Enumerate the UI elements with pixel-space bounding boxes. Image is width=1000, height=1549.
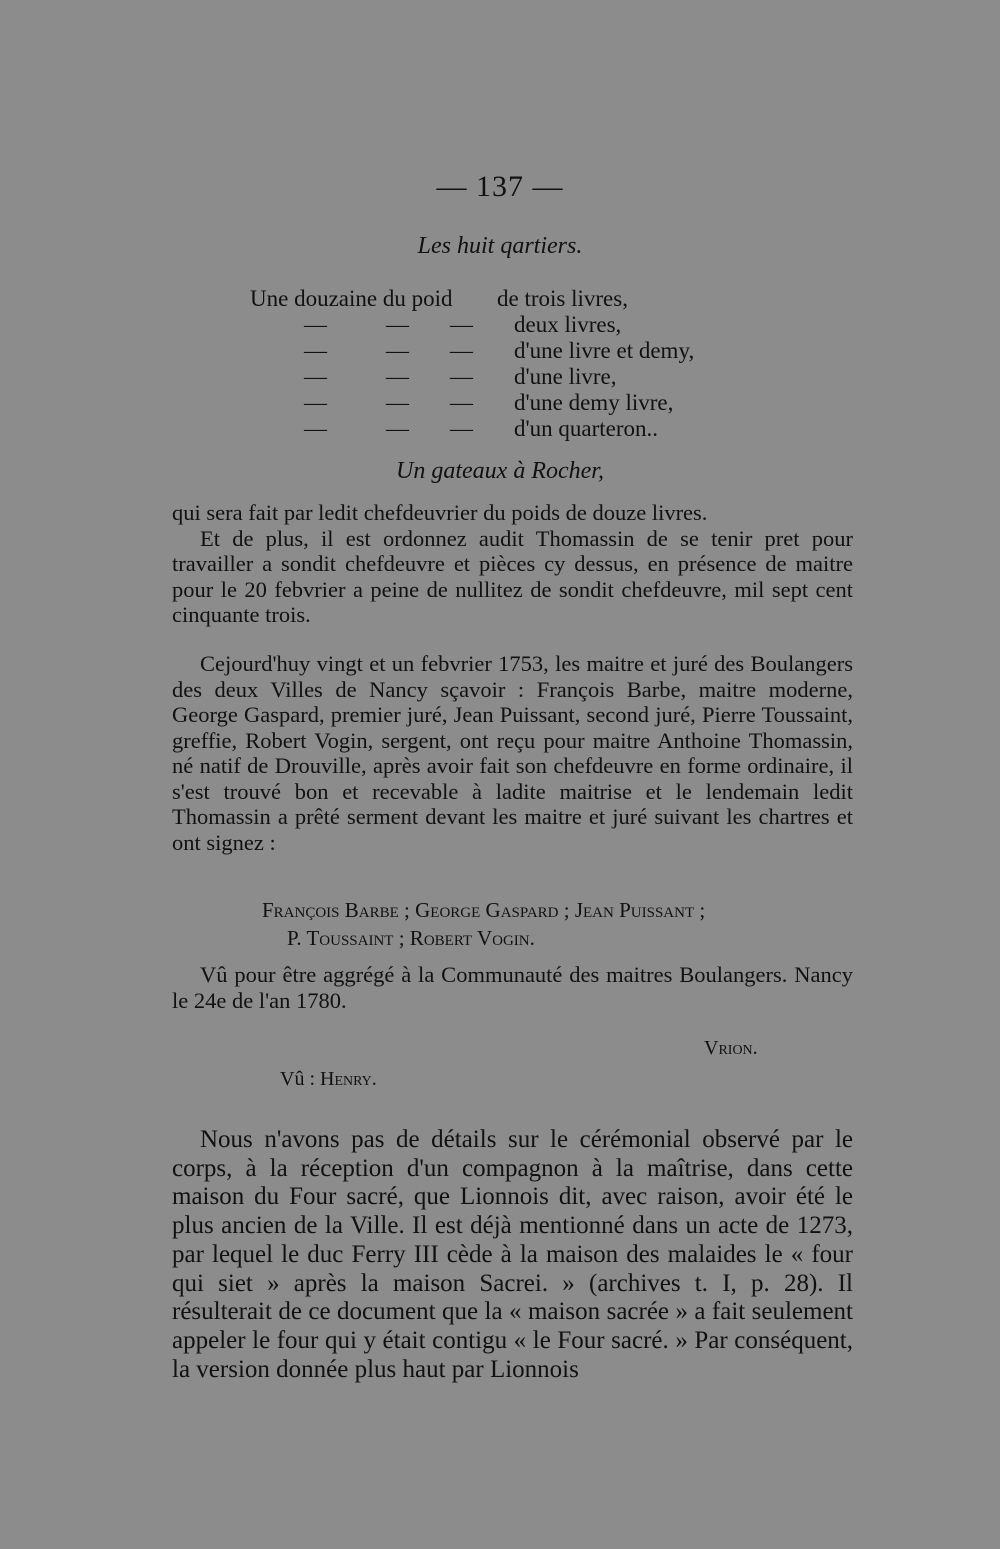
- visa-line: [280, 1068, 377, 1091]
- list-text: d'un quarteron..: [514, 416, 659, 441]
- ditto-dash: —: [304, 312, 327, 337]
- list-text: d'une demy livre,: [514, 390, 674, 415]
- ditto-dash: —: [450, 312, 473, 337]
- visa-name: Henry.: [320, 1068, 377, 1090]
- ditto-dash: —: [386, 338, 409, 363]
- ditto-dash: —: [304, 364, 327, 389]
- list-text: d'une livre et demy,: [514, 338, 695, 363]
- ditto-dash: —: [450, 416, 473, 441]
- signatures-line-1: François Barbe ; George Gaspard ; Jean Puissant ;: [262, 898, 706, 922]
- list-text: de trois livres,: [497, 286, 628, 311]
- ditto-dash: —: [304, 390, 327, 415]
- ditto-dash: —: [386, 364, 409, 389]
- ditto-dash: —: [304, 416, 327, 441]
- paragraph-chefdeuvre: [172, 500, 853, 628]
- ditto-dash: —: [450, 364, 473, 389]
- ditto-dash: —: [450, 338, 473, 363]
- page-number: — 137 —: [436, 170, 564, 203]
- ditto-dash: —: [386, 390, 409, 415]
- paragraph-line: qui sera fait par ledit chefdeuvrier du poids de douze livres.: [172, 500, 708, 525]
- paragraph-aggregation: Vû pour être aggrégé à la Communauté des maitres Boulangers. Nancy le 24e de l'an 1780.: [172, 962, 853, 1013]
- paragraph-text: Et de plus, il est ordonnez audit Thomassin de se tenir pret pour travailler a sondit chefdeuvre et pièces cy dessus, en présence de maitre pour le 20 febvrier a peine de nullitez de sondit chefdeuvre, mil sept cent cinquante trois.: [172, 525, 853, 627]
- ditto-dash: —: [386, 416, 409, 441]
- ditto-dash: —: [386, 312, 409, 337]
- paragraph-reception: Cejourd'huy vingt et un febvrier 1753, les maitre et juré des Boulangers des deux Villes de Nancy sçavoir : François Barbe, maitre moderne, George Gaspard, premier juré, Jean Puissant, second juré, Pierre Toussaint, greffie, Robert Vogin, sergent, ont reçu pour maitre Anthoine Thomassin, né natif de Drouville, après avoir fait son chefdeuvre en forme ordinaire, il s'est trouvé bon et recevable à ladite maitrise et le lendemain ledit Thomassin a prêté serment devant les maitre et juré suivant les chartres et ont signez :: [172, 651, 853, 855]
- list-text: deux livres,: [514, 312, 622, 337]
- list-text: d'une livre,: [514, 364, 617, 389]
- section-heading-huit-qartiers: Les huit qartiers.: [417, 233, 583, 259]
- ditto-dash: —: [450, 390, 473, 415]
- ditto-dash: —: [304, 338, 327, 363]
- section-heading-gateaux: Un gateaux à Rocher,: [396, 458, 604, 484]
- visa-label: Vû :: [280, 1068, 320, 1090]
- signatures-line-2: P. Toussaint ; Robert Vogin.: [287, 926, 535, 950]
- list-lead: Une douzaine du poid: [250, 286, 453, 311]
- signature-vrion: Vrion.: [704, 1037, 758, 1059]
- paragraph-four-sacre: Nous n'avons pas de détails sur le cérémonial observé par le corps, à la réception d'un compagnon à la maîtrise, dans cette maison du Four sacré, que Lionnois dit, avec raison, avoir été le plus ancien de la Ville. Il est déjà mentionné dans un acte de 1273, par lequel le duc Ferry III cède à la maison des malaides le « four qui siet » après la maison Sacrei. » (archives t. I, p. 28). Il résulterait de ce document que la « maison sacrée » a fait seulement appeler le four qui y était contigu « le Four sacré. » Par conséquent, la version donnée plus haut par Lionnois: [172, 1126, 853, 1383]
